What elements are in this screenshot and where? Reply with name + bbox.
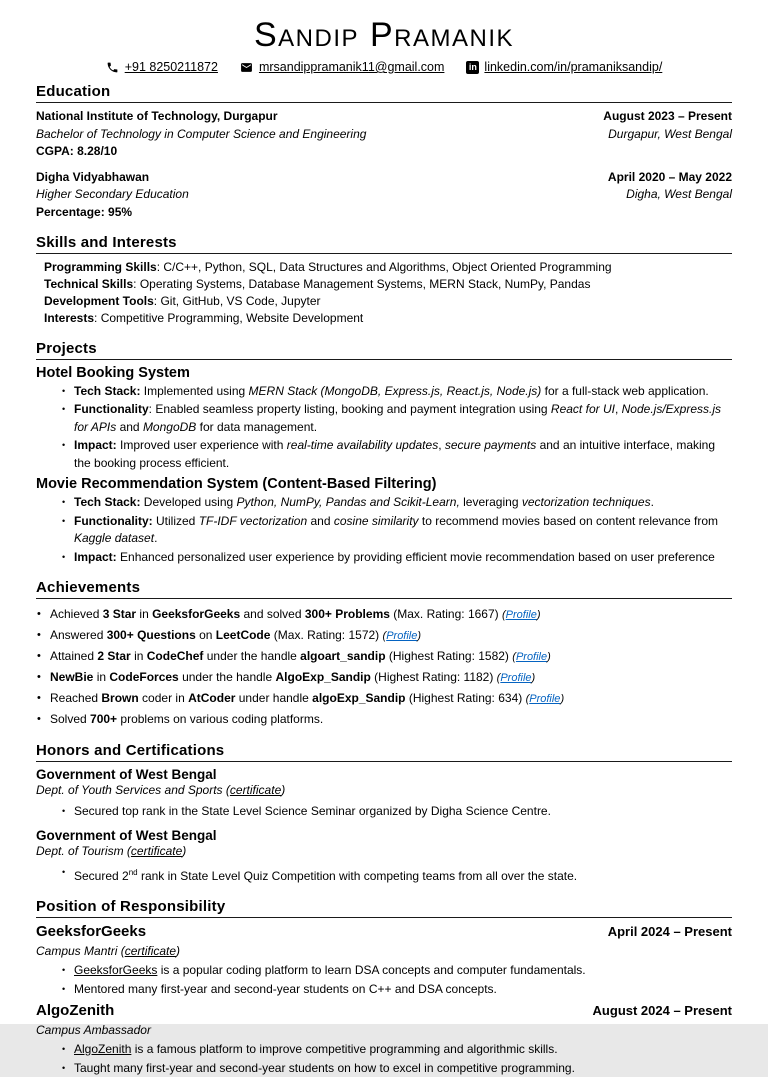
education-location: Digha, West Bengal (626, 186, 732, 204)
text-segment: MongoDB (143, 420, 196, 434)
position-bullet (36, 1041, 732, 1059)
text-segment: Answered (50, 628, 107, 642)
section-heading-achievements: Achievements (36, 579, 732, 599)
text-segment: for a full-stack web application. (541, 384, 708, 398)
text-segment: Tech Stack: (74, 495, 140, 509)
section-heading-education: Education (36, 83, 732, 103)
text-segment: and solved (240, 607, 305, 621)
project-item (36, 365, 732, 473)
text-segment: : C/C++, Python, SQL, Data Structures and Algorithms, Object Oriented Programming (157, 260, 612, 274)
position-role (36, 943, 732, 959)
achievement-item (36, 604, 732, 625)
honor-bullet (36, 803, 732, 821)
section-heading-por: Position of Responsibility (36, 898, 732, 918)
text-segment: Taught many first-year and second-year students on how to excel in competitive programming. (74, 1061, 575, 1075)
text-segment: 3 Star (103, 607, 136, 621)
phone-icon (106, 60, 120, 74)
honor-bullet (36, 864, 732, 886)
text-segment: LeetCode (216, 628, 271, 642)
text-segment: algoExp_Sandip (312, 691, 405, 705)
text-segment: ( (497, 672, 501, 684)
text-segment: is a famous platform to improve competitive programming and algorithmic skills. (131, 1042, 557, 1056)
text-segment: ) (532, 672, 536, 684)
text-segment: , (615, 402, 622, 416)
text-segment: 300+ Questions (107, 628, 196, 642)
education-item (36, 108, 732, 161)
honor-item (36, 767, 732, 820)
text-segment: real-time availability updates (287, 438, 438, 452)
text-segment: Campus Mantri ( (36, 944, 125, 958)
education-item (36, 169, 732, 222)
project-title: Hotel Booking System (36, 365, 732, 381)
text-segment: Kaggle dataset (74, 531, 154, 545)
text-segment: Node.js/Express.js for APIs (74, 402, 721, 434)
position-bullet (36, 981, 732, 999)
text-segment: Developed using (140, 495, 236, 509)
project-title: Movie Recommendation System (Content-Based Filtering) (36, 476, 732, 492)
text-segment: ) (547, 651, 551, 663)
profile-link[interactable]: Profile (529, 693, 560, 705)
text-segment: 700+ (90, 712, 117, 726)
text-segment: cosine similarity (334, 514, 419, 528)
text-segment: under the handle (179, 670, 276, 684)
text-segment: problems on various coding platforms. (117, 712, 323, 726)
text-segment: Enhanced personalized user experience by providing efficient movie recommendation based on user preference (117, 550, 715, 564)
text-segment: (Highest Rating: 1582) (386, 649, 513, 663)
profile-link[interactable]: Profile (386, 630, 417, 642)
text-segment: Impact: (74, 438, 117, 452)
algozenith-link[interactable]: AlgoZenith (74, 1042, 131, 1056)
text-segment: ( (502, 609, 506, 621)
text-segment: Reached (50, 691, 101, 705)
phone-number[interactable]: +91 8250211872 (125, 60, 218, 74)
position-bullet (36, 1060, 732, 1077)
project-item (36, 476, 732, 566)
text-segment: CodeForces (109, 670, 178, 684)
text-segment: Functionality (74, 402, 149, 416)
section-heading-skills: Skills and Interests (36, 234, 732, 254)
text-segment: NewBie (50, 670, 93, 684)
text-segment: Python, NumPy, Pandas and Scikit-Learn, (237, 495, 460, 509)
project-bullet (36, 401, 732, 436)
text-segment: : Operating Systems, Database Management Systems, MERN Stack, NumPy, Pandas (133, 277, 590, 291)
text-segment: (Max. Rating: 1572) (270, 628, 382, 642)
text-segment: in (136, 607, 152, 621)
text-segment: (Highest Rating: 634) (406, 691, 526, 705)
text-segment: Dept. of Youth Services and Sports ( (36, 783, 230, 797)
text-segment: ( (512, 651, 516, 663)
position-dates: April 2024 – Present (608, 923, 732, 941)
text-segment: AlgoExp_Sandip (275, 670, 370, 684)
text-segment: Functionality: (74, 514, 153, 528)
project-bullet (36, 513, 732, 548)
position-dates: August 2024 – Present (593, 1002, 732, 1020)
certificate-link[interactable]: certificate (125, 944, 176, 958)
text-segment: Brown (101, 691, 138, 705)
text-segment: is a popular coding platform to learn DSA concepts and computer fundamentals. (157, 963, 585, 977)
achievement-item (36, 667, 732, 688)
linkedin-url[interactable]: linkedin.com/in/pramaniksandip/ (484, 60, 662, 74)
certificate-link[interactable]: certificate (131, 844, 182, 858)
text-segment: Solved (50, 712, 90, 726)
email-icon (240, 60, 254, 74)
text-segment: (Highest Rating: 1182) (371, 670, 497, 684)
text-segment: Implemented using (140, 384, 248, 398)
achievement-item (36, 646, 732, 667)
text-segment: in (131, 649, 147, 663)
skill-row (44, 293, 732, 310)
text-segment: nd (129, 868, 138, 877)
skill-row (44, 310, 732, 327)
text-segment: Attained (50, 649, 97, 663)
text-segment: ( (526, 693, 530, 705)
text-segment: ) (560, 693, 564, 705)
text-segment: to recommend movies based on content relevance from (419, 514, 718, 528)
achievement-item (36, 688, 732, 709)
education-dates: August 2023 – Present (603, 108, 732, 126)
position-org: GeeksforGeeks (36, 923, 146, 941)
profile-link[interactable]: Profile (500, 672, 531, 684)
school-name: Digha Vidyabhawan (36, 169, 149, 187)
honor-item (36, 828, 732, 885)
text-segment: Impact: (74, 550, 117, 564)
text-segment: Mentored many first-year and second-year students on C++ and DSA concepts. (74, 982, 497, 996)
project-bullet (36, 494, 732, 512)
education-location: Durgapur, West Bengal (608, 126, 732, 144)
text-segment: Secured top rank in the State Level Science Seminar organized by Digha Science Centre. (74, 804, 551, 818)
text-segment: leveraging (460, 495, 522, 509)
honor-dept (36, 844, 732, 860)
text-segment: : Git, GitHub, VS Code, Jupyter (154, 294, 321, 308)
geeksforgeeks-link[interactable]: GeeksforGeeks (74, 963, 157, 977)
text-segment: secure payments (445, 438, 536, 452)
text-segment: Tech Stack: (74, 384, 140, 398)
text-segment: Secured 2 (74, 869, 129, 883)
text-segment: ) (537, 609, 541, 621)
text-segment: , (438, 438, 445, 452)
text-segment: Utilized (153, 514, 199, 528)
text-segment: algoart_sandip (300, 649, 385, 663)
profile-link[interactable]: Profile (506, 609, 537, 621)
achievement-item (36, 709, 732, 729)
certificate-link[interactable]: certificate (230, 783, 281, 797)
email-address[interactable]: mrsandippramanik11@gmail.com (259, 60, 444, 74)
text-segment: Development Tools (44, 294, 154, 308)
contact-row (36, 60, 732, 74)
honor-org: Government of West Bengal (36, 828, 732, 844)
text-segment: Achieved (50, 607, 103, 621)
education-dates: April 2020 – May 2022 (608, 169, 732, 187)
text-segment: ) (417, 630, 421, 642)
text-segment: in (93, 670, 109, 684)
text-segment: MERN Stack (MongoDB, Express.js, React.js, Node.js) (249, 384, 542, 398)
text-segment: for data management. (196, 420, 317, 434)
text-segment: 2 Star (97, 649, 130, 663)
text-segment: Campus Ambassador (36, 1023, 151, 1037)
degree: Higher Secondary Education (36, 186, 189, 204)
text-segment: ) (182, 844, 186, 858)
position-role (36, 1022, 732, 1038)
phone-link[interactable] (106, 60, 218, 74)
email-link[interactable] (240, 60, 444, 74)
text-segment: 300+ Problems (305, 607, 390, 621)
text-segment: Programming Skills (44, 260, 157, 274)
skills-list (44, 259, 732, 327)
section-heading-projects: Projects (36, 340, 732, 360)
text-segment: on (196, 628, 216, 642)
honor-dept (36, 783, 732, 799)
text-segment: coder in (139, 691, 188, 705)
skill-row (44, 276, 732, 293)
degree: Bachelor of Technology in Computer Science and Engineering (36, 126, 366, 144)
linkedin-icon: in (466, 61, 479, 74)
text-segment: (Max. Rating: 1667) (390, 607, 502, 621)
text-segment: ( (383, 630, 387, 642)
text-segment: ) (281, 783, 285, 797)
section-heading-honors: Honors and Certifications (36, 742, 732, 762)
person-name: Sandip Pramanik (36, 16, 732, 54)
text-segment: Dept. of Tourism ( (36, 844, 131, 858)
education-score: CGPA: 8.28/10 (36, 143, 117, 161)
text-segment: Improved user experience with (117, 438, 287, 452)
project-bullet (36, 383, 732, 401)
position-item (36, 923, 732, 998)
text-segment: AtCoder (188, 691, 235, 705)
text-segment: TF-IDF vectorization (199, 514, 307, 528)
text-segment: . (154, 531, 157, 545)
position-item (36, 1002, 732, 1077)
text-segment: React for UI (551, 402, 615, 416)
text-segment: rank in State Level Quiz Competition with competing teams from all over the state. (138, 869, 578, 883)
honor-org: Government of West Bengal (36, 767, 732, 783)
text-segment: under handle (235, 691, 312, 705)
text-segment: . (651, 495, 654, 509)
school-name: National Institute of Technology, Durgapur (36, 108, 278, 126)
text-segment: : Enabled seamless property listing, booking and payment integration using (149, 402, 551, 416)
project-bullet (36, 437, 732, 472)
text-segment: under the handle (203, 649, 300, 663)
profile-link[interactable]: Profile (516, 651, 547, 663)
text-segment: CodeChef (147, 649, 204, 663)
text-segment: Interests (44, 311, 94, 325)
text-segment: ) (176, 944, 180, 958)
text-segment: and (307, 514, 334, 528)
position-bullet (36, 962, 732, 980)
position-org: AlgoZenith (36, 1002, 114, 1020)
text-segment: Technical Skills (44, 277, 133, 291)
achievement-item (36, 625, 732, 646)
text-segment: vectorization techniques (522, 495, 651, 509)
text-segment: : Competitive Programming, Website Development (94, 311, 363, 325)
linkedin-link[interactable] (466, 60, 662, 74)
education-score: Percentage: 95% (36, 204, 132, 222)
text-segment: and (116, 420, 143, 434)
achievements-list (36, 604, 732, 729)
text-segment: GeeksforGeeks (152, 607, 240, 621)
skill-row (44, 259, 732, 276)
project-bullet (36, 549, 732, 567)
text-segment: and an intuitive interface, making the booking process efficient. (74, 438, 715, 470)
